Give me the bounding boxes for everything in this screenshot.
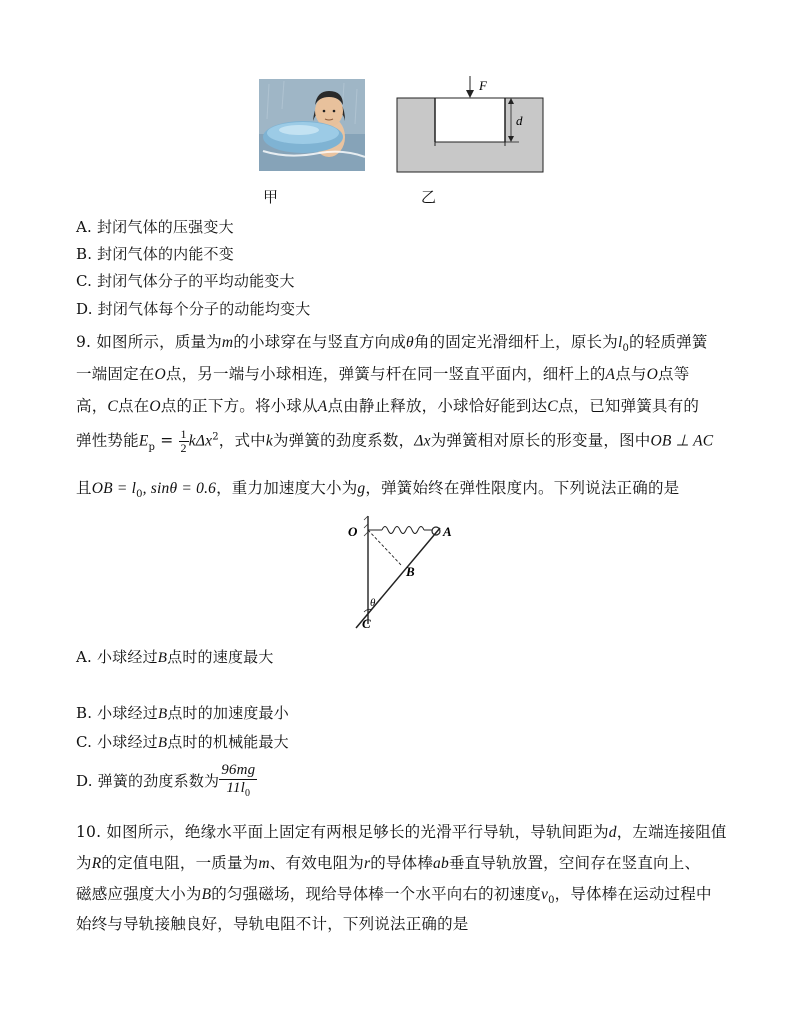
q10-line-3: 磁感应强度大小为B的匀强磁场，现给导体棒一个水平向右的初速度$v_0$，导体棒在运动过程中 (76, 885, 712, 907)
q10-line-4: 始终与导轨接触良好，导轨电阻不计，下列说法正确的是 (76, 915, 469, 933)
figure-q9-spring-rod (340, 512, 460, 632)
q9-option-a: A. 小球经过B点时的速度最大 (76, 648, 274, 666)
q8-option-c: C. 封闭气体分子的平均动能变大 (76, 272, 295, 290)
q9-line-5: 且OB = $l_0$, sinθ = 0.6，重力加速度大小为g，弹簧始终在弹性限度内。下列说法正确的是 (76, 479, 680, 501)
caption-yi: 乙 (421, 188, 437, 206)
height-label: d (516, 113, 523, 128)
fig-label-C: C (362, 616, 371, 631)
q8-option-b: B. 封闭气体的内能不变 (76, 245, 234, 263)
fig-label-A: A (443, 524, 452, 539)
q8-option-a: A. 封闭气体的压强变大 (76, 218, 234, 236)
q9-option-c: C. 小球经过B点时的机械能最大 (76, 733, 289, 751)
force-label: F (479, 78, 487, 93)
figure-yi-cylinder (395, 76, 555, 174)
q9-line-1: 9. 如图所示，质量为m的小球穿在与竖直方向成θ角的固定光滑细杆上，原长为$l_0$的轻质弹簧 (76, 333, 708, 355)
q9-line-2: 一端固定在O点，另一端与小球相连，弹簧与杆在同一竖直平面内，细杆上的A点与O点等 (76, 365, 690, 383)
figure-jia-swimmer (259, 79, 365, 171)
fig-label-B: B (406, 564, 415, 579)
q9-option-b: B. 小球经过B点时的加速度最小 (76, 704, 289, 722)
q9-option-d: D. 弹簧的劲度系数为 $\frac{96mg}{11l_0}$ (76, 762, 256, 799)
q9-line-4: 弹性势能$E_p$ = $\frac{1}{2}$ kΔx$^2$，式中k为弹簧的劲度系数，Δx为弹簧相对原长的形变量，图中OB ⊥ AC (76, 427, 714, 456)
q10-line-2: 为R的定值电阻，一质量为m、有效电阻为r的导体棒ab垂直导轨放置，空间存在竖直向上、 (76, 854, 701, 872)
fig-label-theta: θ (370, 597, 376, 609)
q9-line-3: 高，C点在O点的正下方。将小球从A点由静止释放，小球恰好能到达C点，已知弹簧具有的 (76, 397, 700, 415)
caption-jia: 甲 (263, 188, 279, 206)
q8-option-d: D. 封闭气体每个分子的动能均变大 (76, 300, 311, 318)
fig-label-O: O (348, 524, 358, 539)
q10-line-1: 10. 如图所示，绝缘水平面上固定有两根足够长的光滑平行导轨，导轨间距为d，左端连接阻值 (76, 823, 727, 841)
